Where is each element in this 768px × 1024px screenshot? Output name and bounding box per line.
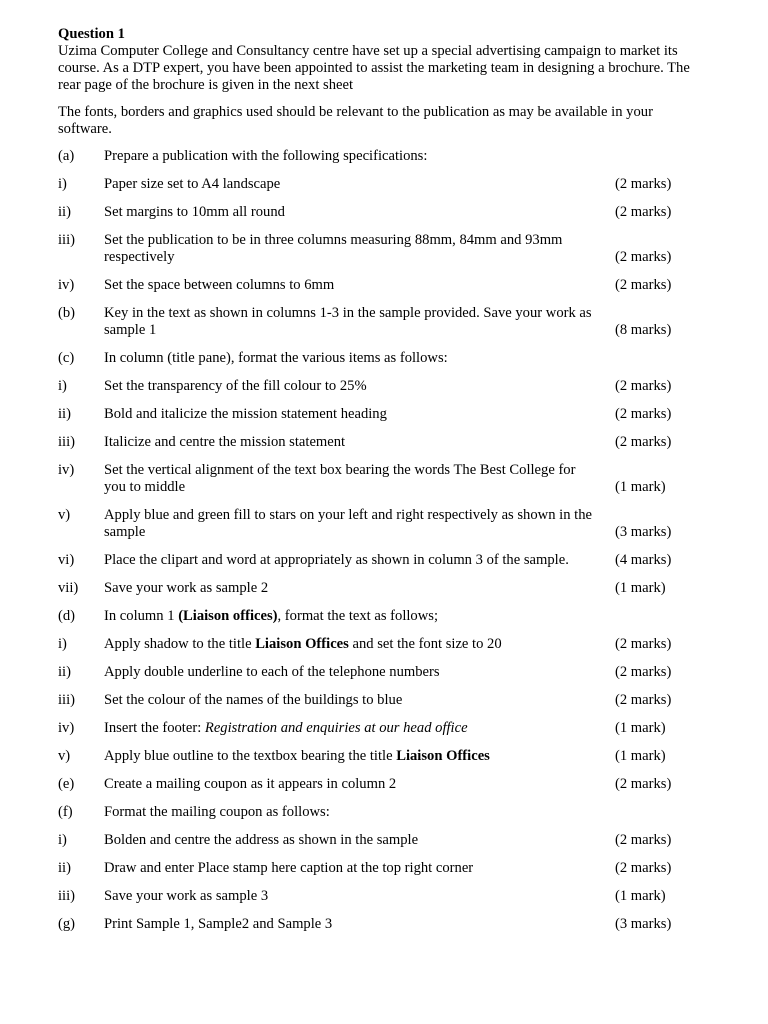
item-text-after: , format the text as follows; bbox=[277, 608, 438, 624]
item-label: iv) bbox=[58, 462, 75, 478]
question-intro-fonts: The fonts, borders and graphics used should be relevant to the publication as may be available in your software. bbox=[58, 104, 653, 137]
list-item bbox=[58, 148, 708, 165]
item-label: vii) bbox=[58, 580, 79, 596]
item-marks: (2 marks) bbox=[615, 434, 672, 450]
list-item bbox=[58, 832, 708, 849]
list-item bbox=[58, 176, 708, 193]
item-marks: (2 marks) bbox=[615, 664, 672, 680]
item-marks: (2 marks) bbox=[615, 277, 672, 293]
item-text: Print Sample 1, Sample2 and Sample 3 bbox=[104, 916, 333, 932]
item-text: Prepare a publication with the following specifications: bbox=[104, 148, 428, 164]
item-marks: (2 marks) bbox=[615, 832, 672, 848]
item-text-before: Apply blue outline to the textbox bearing the title bbox=[104, 748, 397, 764]
list-item bbox=[58, 434, 708, 451]
item-text-before: In column 1 bbox=[104, 608, 179, 624]
item-label: ii) bbox=[58, 664, 71, 680]
item-marks: (3 marks) bbox=[615, 916, 672, 932]
item-marks: (1 mark) bbox=[615, 888, 666, 904]
item-marks: (2 marks) bbox=[615, 176, 672, 192]
list-item bbox=[58, 888, 708, 905]
item-marks: (2 marks) bbox=[615, 636, 672, 652]
list-item bbox=[58, 580, 708, 597]
question-items bbox=[58, 148, 708, 933]
list-item bbox=[58, 305, 708, 339]
item-label: iii) bbox=[58, 434, 76, 450]
item-label: i) bbox=[58, 378, 67, 394]
item-text: Place the clipart and word at appropriately as shown in column 3 of the sample. bbox=[104, 552, 569, 568]
question-intro: Uzima Computer College and Consultancy centre have set up a special advertising campaign to market its course. As a DTP expert, you have been appointed to assist the marketing team in designing a brochure. The rear page of the brochure is given in the next sheet bbox=[58, 43, 690, 93]
item-text: Apply blue and green fill to stars on your left and right respectively as shown in the sample bbox=[104, 507, 592, 540]
item-text-bold: (Liaison offices) bbox=[178, 608, 278, 624]
item-label: (f) bbox=[58, 804, 73, 820]
item-text: In column (title pane), format the various items as follows: bbox=[104, 350, 448, 366]
item-label: ii) bbox=[58, 406, 71, 422]
list-item bbox=[58, 748, 708, 765]
item-label: i) bbox=[58, 176, 67, 192]
item-text bbox=[104, 636, 600, 653]
item-marks: (2 marks) bbox=[615, 406, 672, 422]
list-item bbox=[58, 507, 708, 541]
item-marks: (2 marks) bbox=[615, 860, 672, 876]
list-item bbox=[58, 378, 708, 395]
question-title: Question 1 bbox=[58, 26, 125, 42]
item-label: iii) bbox=[58, 692, 76, 708]
item-marks: (1 mark) bbox=[615, 479, 666, 495]
item-marks: (2 marks) bbox=[615, 378, 672, 394]
item-text-bold: Liaison Offices bbox=[255, 636, 349, 652]
item-label: v) bbox=[58, 507, 71, 523]
list-item bbox=[58, 204, 708, 221]
item-marks: (3 marks) bbox=[615, 524, 672, 540]
list-item bbox=[58, 664, 708, 681]
item-text-after: and set the font size to 20 bbox=[348, 636, 502, 652]
item-label: ii) bbox=[58, 204, 71, 220]
item-label: iii) bbox=[58, 888, 76, 904]
item-text bbox=[104, 608, 600, 625]
item-text: Save your work as sample 2 bbox=[104, 580, 269, 596]
item-label: iii) bbox=[58, 232, 76, 248]
list-item bbox=[58, 804, 708, 821]
list-item bbox=[58, 916, 708, 933]
list-item bbox=[58, 776, 708, 793]
item-marks: (8 marks) bbox=[615, 322, 672, 338]
item-label: (d) bbox=[58, 608, 76, 624]
list-item bbox=[58, 232, 708, 266]
item-label: (a) bbox=[58, 148, 75, 164]
list-item bbox=[58, 860, 708, 877]
item-marks: (2 marks) bbox=[615, 204, 672, 220]
item-marks: (2 marks) bbox=[615, 249, 672, 265]
list-item bbox=[58, 692, 708, 709]
list-item bbox=[58, 552, 708, 569]
list-item bbox=[58, 462, 708, 496]
item-label: i) bbox=[58, 832, 67, 848]
item-label: vi) bbox=[58, 552, 75, 568]
list-item bbox=[58, 636, 708, 653]
item-text: Bolden and centre the address as shown in the sample bbox=[104, 832, 419, 848]
item-text-bold: Liaison Offices bbox=[396, 748, 490, 764]
item-text: Set the colour of the names of the buildings to blue bbox=[104, 692, 403, 708]
list-item bbox=[58, 350, 708, 367]
list-item bbox=[58, 406, 708, 423]
item-marks: (1 mark) bbox=[615, 580, 666, 596]
item-text-italic: Registration and enquiries at our head office bbox=[204, 720, 468, 736]
item-text: Draw and enter Place stamp here caption at the top right corner bbox=[104, 860, 474, 876]
item-label: iv) bbox=[58, 277, 75, 293]
item-label: (c) bbox=[58, 350, 75, 366]
item-label: ii) bbox=[58, 860, 71, 876]
list-item bbox=[58, 277, 708, 294]
item-label: (g) bbox=[58, 916, 76, 932]
item-text-before: Insert the footer: bbox=[104, 720, 205, 736]
item-text: Italicize and centre the mission statement bbox=[104, 434, 346, 450]
item-label: v) bbox=[58, 748, 71, 764]
item-label: (b) bbox=[58, 305, 76, 321]
item-text: Set margins to 10mm all round bbox=[104, 204, 285, 220]
item-text: Key in the text as shown in columns 1-3 in the sample provided. Save your work as sample 1 bbox=[104, 305, 592, 338]
item-text: Apply double underline to each of the telephone numbers bbox=[104, 664, 440, 680]
item-marks: (2 marks) bbox=[615, 776, 672, 792]
item-text: Create a mailing coupon as it appears in column 2 bbox=[104, 776, 397, 792]
item-label: (e) bbox=[58, 776, 75, 792]
item-label: iv) bbox=[58, 720, 75, 736]
item-text: Set the space between columns to 6mm bbox=[104, 277, 335, 293]
item-text: Paper size set to A4 landscape bbox=[104, 176, 281, 192]
item-text: Format the mailing coupon as follows: bbox=[104, 804, 330, 820]
item-text bbox=[104, 720, 600, 737]
item-text: Bold and italicize the mission statement heading bbox=[104, 406, 387, 422]
item-marks: (2 marks) bbox=[615, 692, 672, 708]
item-marks: (4 marks) bbox=[615, 552, 672, 568]
list-item bbox=[58, 720, 708, 737]
item-marks: (1 mark) bbox=[615, 748, 666, 764]
item-text-before: Apply shadow to the title bbox=[104, 636, 256, 652]
item-text bbox=[104, 748, 600, 765]
item-text: Save your work as sample 3 bbox=[104, 888, 269, 904]
item-marks: (1 mark) bbox=[615, 720, 666, 736]
list-item bbox=[58, 608, 708, 625]
item-text: Set the transparency of the fill colour to 25% bbox=[104, 378, 367, 394]
item-text: Set the vertical alignment of the text box bearing the words The Best College for you to middle bbox=[104, 462, 576, 495]
item-label: i) bbox=[58, 636, 67, 652]
item-text: Set the publication to be in three columns measuring 88mm, 84mm and 93mm respectively bbox=[104, 232, 563, 265]
